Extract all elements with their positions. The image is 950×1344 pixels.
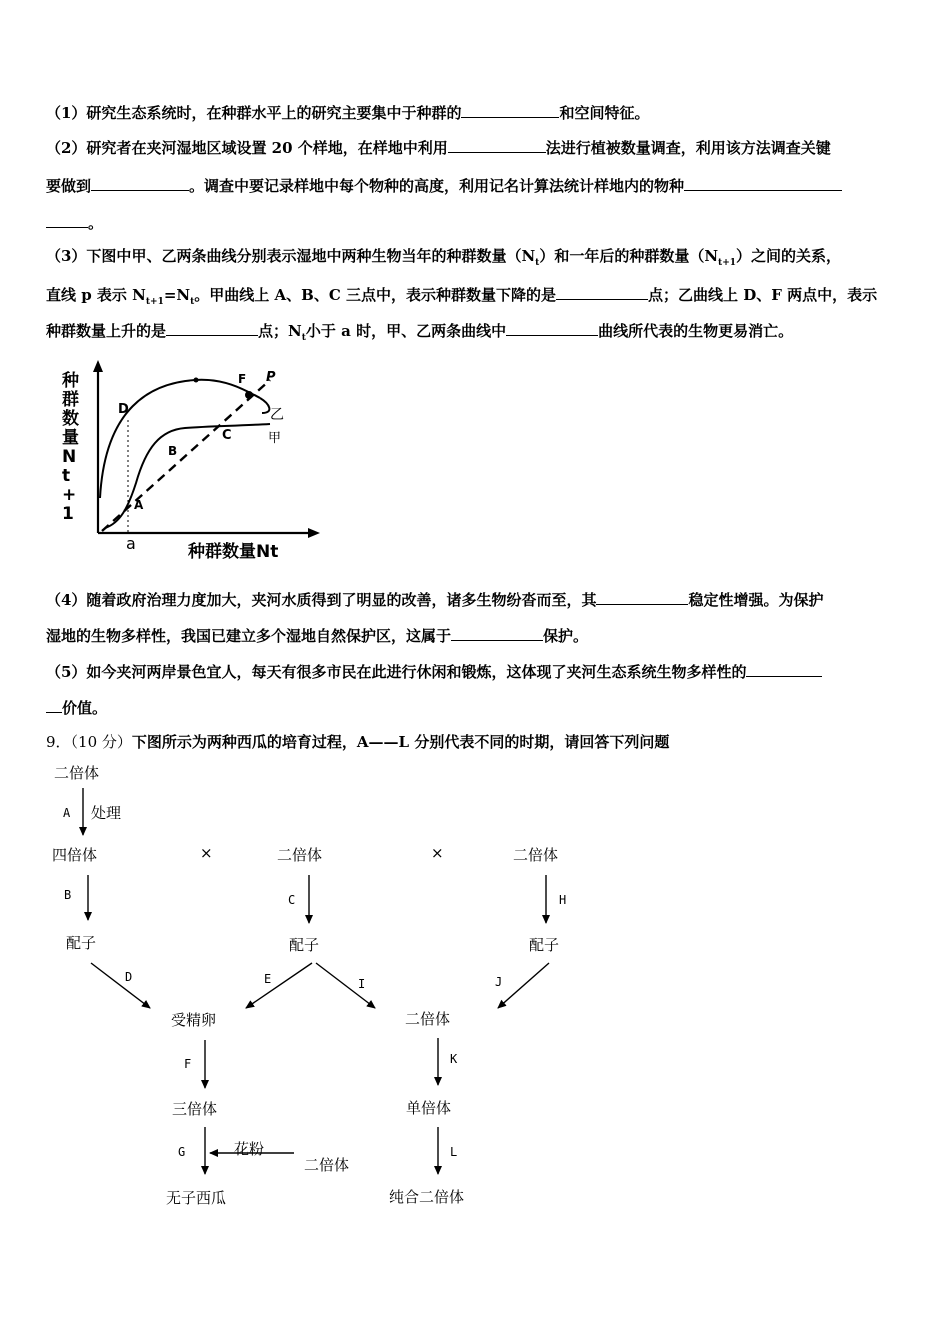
blank-5[interactable] bbox=[556, 284, 648, 300]
seedless-watermelon: 无子西瓜 bbox=[166, 1189, 227, 1207]
label-I: I bbox=[358, 977, 366, 991]
q8-line-6 bbox=[46, 284, 877, 312]
q8-line-7 bbox=[46, 320, 793, 348]
arrow-E bbox=[246, 963, 312, 1008]
chart-point-C: C bbox=[222, 428, 232, 443]
q8-p3-g: 点；乙曲线上 D、F 两点中，表示 bbox=[648, 286, 878, 304]
label-treat: 处理 bbox=[91, 804, 122, 822]
q8-p3-sub-tb: t bbox=[190, 297, 195, 307]
q8-p3-i: 点；N bbox=[258, 322, 302, 340]
q8-p3-sub-tc: t bbox=[301, 333, 306, 343]
blank-3[interactable] bbox=[91, 175, 189, 191]
label-F: F bbox=[184, 1057, 192, 1071]
q8-p1-text: （1）研究生态系统时，在种群水平上的研究主要集中于种群的 bbox=[46, 104, 462, 122]
q8-line-5 bbox=[46, 246, 841, 273]
diploid-right: 二倍体 bbox=[513, 846, 559, 864]
blank-4a[interactable] bbox=[684, 175, 842, 191]
chart-ylabel: 种群数量Nt+1 bbox=[62, 371, 79, 524]
q8-p5-a: （5）如今夹河两岸景色宜人，每天有很多市民在此进行休闲和锻炼，这体现了夹河生态系统生物多样性的 bbox=[46, 663, 747, 681]
q8-line-10 bbox=[46, 661, 822, 682]
x-axis-arrow bbox=[308, 528, 320, 538]
q8-p4-a: （4）随着政府治理力度加大，夹河水质得到了明显的改善，诸多生物纷沓而至，其 bbox=[46, 591, 597, 609]
q8-p3-k: 曲线所代表的生物更易消亡。 bbox=[598, 322, 794, 340]
arrow-D bbox=[91, 963, 150, 1008]
q8-p3-j: 小于 a 时，甲、乙两条曲线中 bbox=[305, 322, 507, 340]
blank-4b[interactable] bbox=[46, 212, 88, 228]
tetraploid: 四倍体 bbox=[52, 846, 98, 864]
q8-p3-b: ）和一年后的种群数量（N bbox=[539, 247, 719, 265]
q8-p4-c: 湿地的生物多样性，我国已建立多个湿地自然保护区，这属于 bbox=[46, 627, 452, 645]
chart-curve-yi: 乙 bbox=[270, 407, 284, 423]
diploid-mid: 二倍体 bbox=[277, 846, 323, 864]
q8-p3-a: （3）下图中甲、乙两条曲线分别表示湿地中两种生物当年的种群数量（N bbox=[46, 247, 536, 265]
label-L: L bbox=[450, 1145, 458, 1159]
q9-number: 9．（10 分） bbox=[46, 733, 132, 751]
blank-10b[interactable] bbox=[46, 697, 62, 713]
curve-yi-tail bbox=[260, 398, 269, 413]
chart-xlabel: 种群数量Nt bbox=[188, 542, 279, 562]
q8-p1-tail: 和空间特征。 bbox=[559, 104, 650, 122]
pollen: 花粉 bbox=[234, 1140, 265, 1158]
curve-yi bbox=[100, 380, 260, 498]
q8-p5-b: 价值。 bbox=[62, 699, 108, 717]
q8-line-11 bbox=[46, 697, 107, 718]
q8-line-8 bbox=[46, 589, 823, 610]
triploid: 三倍体 bbox=[172, 1100, 218, 1118]
pure-diploid: 纯合二倍体 bbox=[389, 1188, 465, 1206]
blank-8[interactable] bbox=[596, 589, 688, 605]
population-chart bbox=[60, 358, 390, 558]
q9-title bbox=[46, 732, 669, 752]
chart-curve-jia: 甲 bbox=[268, 431, 282, 446]
q8-p2-text: （2）研究者在夹河湿地区域设置 20 个样地，在样地中利用 bbox=[46, 139, 448, 157]
q8-line-9 bbox=[46, 625, 588, 646]
q8-p3-h: 种群数量上升的是 bbox=[46, 322, 167, 340]
label-B: B bbox=[64, 888, 72, 902]
chart-tick-a: a bbox=[126, 534, 136, 553]
gamete-1: 配子 bbox=[66, 934, 97, 952]
label-C: C bbox=[288, 893, 296, 907]
curve-jia bbox=[105, 424, 270, 528]
q8-p2-c: 要做到 bbox=[46, 177, 92, 195]
q8-line-1 bbox=[46, 102, 649, 123]
q8-p2-d: 。调查中要记录样地中每个物种的高度，利用记名计算法统计样地内的物种 bbox=[189, 177, 685, 195]
q8-p3-d: 直线 p 表示 N bbox=[46, 286, 146, 304]
q9-title-text: 下图所示为两种西瓜的培育过程，A——L 分别代表不同的时期，请回答下列问题 bbox=[131, 733, 670, 751]
blank-10a[interactable] bbox=[746, 661, 822, 677]
label-H: H bbox=[559, 893, 567, 907]
q8-p2-e: 。 bbox=[88, 214, 104, 232]
blank-2[interactable] bbox=[448, 137, 546, 153]
q8-p2-tail: 法进行植被数量调查，利用该方法调查关键 bbox=[545, 139, 831, 157]
q8-p3-e: =N bbox=[163, 286, 191, 304]
blank-7[interactable] bbox=[506, 320, 598, 336]
q8-line-2 bbox=[46, 137, 831, 158]
arrow-I bbox=[316, 963, 375, 1008]
q8-line-3 bbox=[46, 175, 842, 196]
cross-2: × bbox=[431, 844, 444, 862]
label-E: E bbox=[264, 972, 272, 986]
chart-line-p: P bbox=[266, 370, 276, 385]
q8-p4-d: 保护。 bbox=[543, 627, 589, 645]
label-K: K bbox=[450, 1052, 458, 1066]
chart-point-D: D bbox=[118, 402, 129, 417]
gamete-3: 配子 bbox=[529, 936, 560, 954]
label-D: D bbox=[125, 970, 133, 984]
label-J: J bbox=[495, 975, 503, 989]
cross-1: × bbox=[200, 844, 213, 862]
q8-line-4 bbox=[46, 212, 103, 233]
label-A: A bbox=[63, 806, 71, 820]
label-G: G bbox=[178, 1145, 186, 1159]
q8-p3-sub-t: t bbox=[535, 258, 540, 268]
point-F-dot bbox=[245, 391, 253, 399]
q8-p3-f: 。甲曲线上 A、B、C 三点中，表示种群数量下降的是 bbox=[194, 286, 556, 304]
zygote: 受精卵 bbox=[171, 1011, 217, 1029]
chart-point-B: B bbox=[168, 444, 178, 458]
blank-6[interactable] bbox=[166, 320, 258, 336]
q8-p4-b: 稳定性增强。为保护 bbox=[688, 591, 824, 609]
blank-9[interactable] bbox=[451, 625, 543, 641]
diploid-center: 二倍体 bbox=[405, 1010, 451, 1028]
diploid-top: 二倍体 bbox=[54, 764, 100, 782]
chart-point-A: A bbox=[134, 498, 144, 512]
q8-p3-c: ）之间的关系， bbox=[736, 247, 842, 265]
y-axis-arrow bbox=[93, 360, 103, 372]
breeding-diagram-arrows bbox=[40, 760, 640, 1220]
haploid: 单倍体 bbox=[406, 1099, 452, 1117]
arrow-J bbox=[498, 963, 549, 1008]
q8-p3-sub-t1: t+1 bbox=[718, 258, 737, 268]
chart-point-F: F bbox=[238, 372, 247, 386]
gamete-2: 配子 bbox=[289, 936, 320, 954]
blank-1[interactable] bbox=[461, 102, 559, 118]
diploid-pollen: 二倍体 bbox=[304, 1156, 350, 1174]
q8-p3-sub-t1b: t+1 bbox=[145, 297, 164, 307]
point-top bbox=[194, 378, 199, 383]
